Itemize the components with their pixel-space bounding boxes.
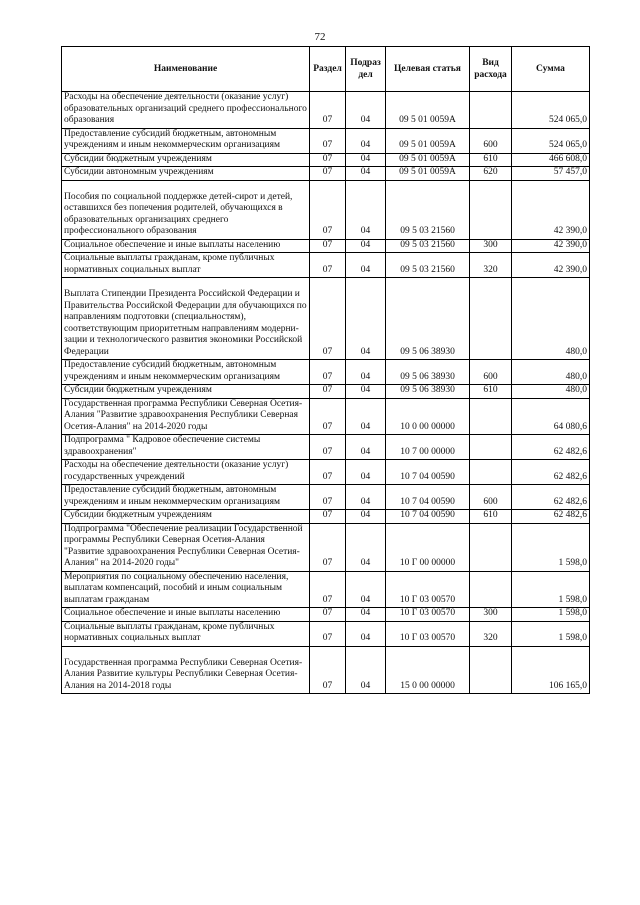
header-name: Наименование xyxy=(62,47,310,92)
row-name-text: Государственная программа Республики Северная Осетия-Алания "Развитие здравоохранения Республики Северная Осетия-Алания" на 2014-2020 годы xyxy=(64,398,303,432)
row-summa: 480,0 xyxy=(512,278,590,360)
row-name xyxy=(62,239,310,253)
row-podrazdel: 04 xyxy=(346,621,386,646)
row-podrazdel: 04 xyxy=(346,485,386,510)
row-celevaya: 09 5 03 21560 xyxy=(386,253,470,278)
row-name xyxy=(62,608,310,622)
header-summa: Сумма xyxy=(512,47,590,92)
row-vid: 300 xyxy=(470,239,512,253)
row-summa: 106 165,0 xyxy=(512,646,590,694)
row-name xyxy=(62,398,310,435)
page-number: 72 xyxy=(314,31,326,43)
table-row xyxy=(62,385,590,399)
row-podrazdel: 04 xyxy=(346,510,386,524)
row-vid: 600 xyxy=(470,360,512,385)
row-name xyxy=(62,385,310,399)
row-vid: 610 xyxy=(470,385,512,399)
table-row xyxy=(62,460,590,485)
row-summa: 42 390,0 xyxy=(512,239,590,253)
row-razdel: 07 xyxy=(310,153,346,167)
row-name-text: Субсидии автономным учреждениям xyxy=(64,167,214,177)
row-podrazdel: 04 xyxy=(346,385,386,399)
row-razdel: 07 xyxy=(310,435,346,460)
row-razdel: 07 xyxy=(310,239,346,253)
row-summa: 62 482,6 xyxy=(512,510,590,524)
row-summa: 64 080,6 xyxy=(512,398,590,435)
row-name-text: Субсидии бюджетным учреждениям xyxy=(64,510,212,520)
row-razdel: 07 xyxy=(310,608,346,622)
row-razdel: 07 xyxy=(310,253,346,278)
row-razdel: 07 xyxy=(310,398,346,435)
row-celevaya: 09 5 06 38930 xyxy=(386,278,470,360)
row-podrazdel: 04 xyxy=(346,523,386,571)
row-vid xyxy=(470,398,512,435)
row-name-text: Субсидии бюджетным учреждениям xyxy=(64,385,212,395)
row-vid xyxy=(470,460,512,485)
row-celevaya: 10 7 04 00590 xyxy=(386,510,470,524)
row-celevaya: 10 Г 03 00570 xyxy=(386,608,470,622)
row-razdel: 07 xyxy=(310,621,346,646)
row-name-text: Предоставление субсидий бюджетным, автономным учреждениям и иным некоммерческим организациям xyxy=(64,485,281,507)
row-name xyxy=(62,92,310,129)
row-name-text: Субсидии бюджетным учреждениям xyxy=(64,153,212,164)
row-vid xyxy=(470,180,512,239)
row-celevaya: 10 Г 03 00570 xyxy=(386,621,470,646)
row-vid xyxy=(470,92,512,129)
row-podrazdel: 04 xyxy=(346,167,386,181)
header-podrazdel: Подраз дел xyxy=(346,47,386,92)
table-header-row xyxy=(62,47,590,92)
row-name-text: Социальные выплаты гражданам, кроме публичных нормативных социальных выплат xyxy=(64,621,275,643)
table-row xyxy=(62,128,590,153)
row-podrazdel: 04 xyxy=(346,398,386,435)
row-celevaya: 10 0 00 00000 xyxy=(386,398,470,435)
row-name xyxy=(62,523,310,571)
row-summa: 57 457,0 xyxy=(512,167,590,181)
row-celevaya: 10 7 04 00590 xyxy=(386,460,470,485)
row-celevaya: 10 7 04 00590 xyxy=(386,485,470,510)
row-name xyxy=(62,278,310,360)
row-summa: 1 598,0 xyxy=(512,621,590,646)
row-celevaya: 09 5 01 0059А xyxy=(386,167,470,181)
row-summa: 524 065,0 xyxy=(512,128,590,153)
row-name-text: Пособия по социальной поддержке детей-сирот и детей, оставшихся без попечения родителей, обучающихся в образовательных организациях среднего профессионального образования xyxy=(64,191,293,236)
row-podrazdel: 04 xyxy=(346,646,386,694)
row-podrazdel: 04 xyxy=(346,253,386,278)
row-vid: 320 xyxy=(470,621,512,646)
row-razdel: 07 xyxy=(310,360,346,385)
row-razdel: 07 xyxy=(310,571,346,608)
row-vid xyxy=(470,646,512,694)
row-name xyxy=(62,180,310,239)
row-podrazdel: 04 xyxy=(346,360,386,385)
row-name-text: Подпрограмма "Обеспечение реализации Государственной программы Республики Северная Осетия-Алания "Развитие здравоохранения Республики Северная Осетия-Алания" на 2014-2020 годы" xyxy=(64,523,303,568)
header-vid: Вид расхода xyxy=(470,47,512,92)
row-celevaya: 09 5 01 0059А xyxy=(386,153,470,167)
row-name-text: Подпрограмма " Кадровое обеспечение системы здравоохранения" xyxy=(64,435,261,457)
table-row xyxy=(62,523,590,571)
row-vid: 600 xyxy=(470,485,512,510)
row-vid xyxy=(470,278,512,360)
row-name-text: Мероприятия по социальному обеспечению населения, выплатам компенсаций, пособий и иным социальным выплатам гражданам xyxy=(64,571,289,605)
row-celevaya: 09 5 06 38930 xyxy=(386,360,470,385)
row-name xyxy=(62,510,310,524)
row-celevaya: 09 5 06 38930 xyxy=(386,385,470,399)
row-summa: 466 608,0 xyxy=(512,153,590,167)
row-name xyxy=(62,485,310,510)
row-podrazdel: 04 xyxy=(346,92,386,129)
row-celevaya: 10 Г 03 00570 xyxy=(386,571,470,608)
row-name xyxy=(62,621,310,646)
row-razdel: 07 xyxy=(310,385,346,399)
row-razdel: 07 xyxy=(310,92,346,129)
row-name xyxy=(62,460,310,485)
header-razdel: Раздел xyxy=(310,47,346,92)
row-razdel: 07 xyxy=(310,180,346,239)
row-celevaya: 10 Г 00 00000 xyxy=(386,523,470,571)
row-razdel: 07 xyxy=(310,646,346,694)
table-row xyxy=(62,360,590,385)
row-celevaya: 15 0 00 00000 xyxy=(386,646,470,694)
row-name xyxy=(62,253,310,278)
row-podrazdel: 04 xyxy=(346,239,386,253)
table-row xyxy=(62,621,590,646)
header-celevaya: Целевая статья xyxy=(386,47,470,92)
row-vid xyxy=(470,571,512,608)
row-name xyxy=(62,646,310,694)
row-name-text: Выплата Стипендии Президента Российской Федерации и Правительства Российской Федерации для обучающихся по направлениям подготовки (специальностям), соответствующим приоритетным направлениям модерни-зации и технологического развития экономики Российской Федерации xyxy=(64,289,307,357)
row-podrazdel: 04 xyxy=(346,608,386,622)
row-summa: 480,0 xyxy=(512,360,590,385)
row-podrazdel: 04 xyxy=(346,128,386,153)
row-celevaya: 09 5 03 21560 xyxy=(386,180,470,239)
row-podrazdel: 04 xyxy=(346,435,386,460)
table-row xyxy=(62,485,590,510)
row-name-text: Предоставление субсидий бюджетным, автономным учреждениям и иным некоммерческим организациям xyxy=(64,360,281,382)
row-celevaya: 10 7 00 00000 xyxy=(386,435,470,460)
row-name-text: Государственная программа Республики Северная Осетия-Алания Развитие культуры Республики Северная Осетия-Алания на 2014-2018 годы xyxy=(64,657,303,691)
row-vid: 300 xyxy=(470,608,512,622)
row-celevaya: 09 5 01 0059А xyxy=(386,92,470,129)
row-razdel: 07 xyxy=(310,278,346,360)
row-name xyxy=(62,128,310,153)
row-vid: 320 xyxy=(470,253,512,278)
row-name xyxy=(62,435,310,460)
row-razdel: 07 xyxy=(310,460,346,485)
table-row xyxy=(62,180,590,239)
row-celevaya: 09 5 03 21560 xyxy=(386,239,470,253)
budget-table xyxy=(61,46,590,694)
row-vid: 620 xyxy=(470,167,512,181)
row-name-text: Расходы на обеспечение деятельности (оказание услуг) государственных учреждений xyxy=(64,460,289,482)
row-name-text: Расходы на обеспечение деятельности (оказание услуг) образовательных организаций среднего профессионального образования xyxy=(64,92,307,125)
row-name-text: Социальное обеспечение и иные выплаты населению xyxy=(64,608,281,618)
table-row xyxy=(62,253,590,278)
row-vid: 610 xyxy=(470,153,512,167)
table-row xyxy=(62,510,590,524)
row-name-text: Социальные выплаты гражданам, кроме публичных нормативных социальных выплат xyxy=(64,253,275,275)
row-summa: 62 482,6 xyxy=(512,485,590,510)
row-name-text: Социальное обеспечение и иные выплаты населению xyxy=(64,239,281,250)
row-name xyxy=(62,571,310,608)
row-vid: 610 xyxy=(470,510,512,524)
row-summa: 62 482,6 xyxy=(512,435,590,460)
row-razdel: 07 xyxy=(310,128,346,153)
row-name-text: Предоставление субсидий бюджетным, автономным учреждениям и иным некоммерческим организациям xyxy=(64,128,281,150)
row-podrazdel: 04 xyxy=(346,460,386,485)
row-podrazdel: 04 xyxy=(346,571,386,608)
row-podrazdel: 04 xyxy=(346,278,386,360)
row-vid xyxy=(470,435,512,460)
row-summa: 42 390,0 xyxy=(512,180,590,239)
row-razdel: 07 xyxy=(310,510,346,524)
table-row xyxy=(62,92,590,129)
table-row xyxy=(62,435,590,460)
table-row xyxy=(62,571,590,608)
row-summa: 1 598,0 xyxy=(512,523,590,571)
row-celevaya: 09 5 01 0059А xyxy=(386,128,470,153)
table-row xyxy=(62,278,590,360)
row-summa: 1 598,0 xyxy=(512,608,590,622)
table-row xyxy=(62,398,590,435)
row-vid xyxy=(470,523,512,571)
table-row xyxy=(62,608,590,622)
row-razdel: 07 xyxy=(310,485,346,510)
table-row xyxy=(62,239,590,253)
row-podrazdel: 04 xyxy=(346,180,386,239)
table-row xyxy=(62,153,590,167)
row-name xyxy=(62,153,310,167)
row-name xyxy=(62,360,310,385)
row-summa: 62 482,6 xyxy=(512,460,590,485)
row-summa: 480,0 xyxy=(512,385,590,399)
row-summa: 1 598,0 xyxy=(512,571,590,608)
table-row xyxy=(62,646,590,694)
row-podrazdel: 04 xyxy=(346,153,386,167)
row-summa: 42 390,0 xyxy=(512,253,590,278)
row-vid: 600 xyxy=(470,128,512,153)
row-name xyxy=(62,167,310,181)
row-summa: 524 065,0 xyxy=(512,92,590,129)
table-row xyxy=(62,167,590,181)
row-razdel: 07 xyxy=(310,523,346,571)
row-razdel: 07 xyxy=(310,167,346,181)
